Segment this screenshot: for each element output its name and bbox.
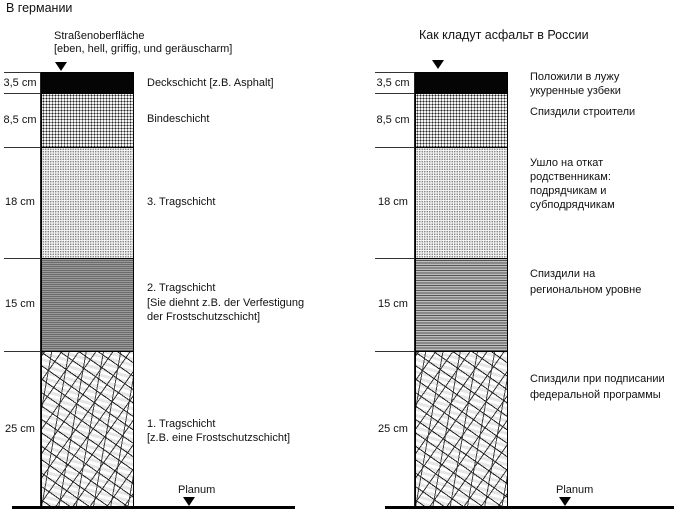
right-layer-label: федеральной программы — [530, 389, 661, 401]
left-thickness-5: 25 cm — [5, 423, 35, 435]
right-layer-4 — [415, 258, 508, 351]
left-layer-label: Deckschicht [z.B. Asphalt] — [147, 77, 274, 89]
left-layer-label: [z.B. eine Frostschutzschicht] — [147, 432, 291, 444]
right-layer-label: Спиздили на — [530, 268, 596, 280]
left-planum-label: Planum — [178, 484, 216, 496]
right-scale-tick — [375, 351, 414, 352]
right-title: Как кладут асфальт в России — [419, 28, 589, 42]
left-thickness-2: 8,5 cm — [3, 114, 37, 126]
left-layer-label: [Sie diehnt z.B. der Verfestigung — [147, 297, 305, 309]
right-layer-label: Спиздили строители — [530, 106, 636, 118]
left-layer-label: 3. Tragschicht — [147, 196, 216, 208]
right-thickness-5: 25 cm — [378, 423, 408, 435]
right-thickness-2: 8,5 cm — [376, 114, 410, 126]
right-thickness-3: 18 cm — [378, 196, 408, 208]
left-surface-arrow-icon — [55, 62, 67, 71]
right-ground-line — [385, 506, 674, 509]
left-layer-label: Bindeschicht — [147, 113, 210, 125]
right-scale-tick — [375, 93, 414, 94]
left-surface-label-line2: [eben, hell, griffig, und geräuscharm] — [54, 43, 233, 55]
left-layer-bindeschicht — [41, 93, 134, 147]
right-scale-tick — [375, 72, 414, 73]
right-layer-1 — [415, 72, 508, 93]
right-planum-arrow-icon — [559, 497, 571, 506]
right-layer-label: укуренные узбеки — [530, 85, 621, 97]
left-planum-arrow-icon — [183, 497, 195, 506]
left-scale-tick — [4, 93, 40, 94]
left-layer-deckschicht — [41, 72, 134, 93]
right-layer-label: субподрядчикам — [530, 199, 615, 211]
left-layer-label: 2. Tragschicht — [147, 282, 216, 294]
right-layer-label: родственникам: — [530, 171, 611, 183]
left-layer-label: der Frostschutzschicht] — [147, 311, 261, 323]
right-layer-label: Ушло на откат — [530, 157, 604, 169]
left-ground-line — [12, 506, 295, 509]
left-thickness-4: 15 cm — [5, 298, 35, 310]
left-scale-tick — [4, 258, 40, 259]
left-scale-tick — [4, 147, 40, 148]
left-scale-tick — [4, 351, 40, 352]
left-layer-tragschicht-3 — [41, 147, 134, 258]
right-scale-tick — [375, 258, 414, 259]
left-layer-tragschicht-1 — [41, 351, 134, 507]
right-planum-label: Planum — [556, 484, 594, 496]
right-layer-3 — [415, 147, 508, 258]
left-layer-label: 1. Tragschicht — [147, 418, 216, 430]
right-layer-2 — [415, 93, 508, 147]
right-layer-5 — [415, 351, 508, 507]
right-surface-arrow-icon — [432, 60, 444, 69]
right-layer-label: Спиздили при подписании — [530, 373, 665, 385]
right-scale-tick — [375, 147, 414, 148]
right-thickness-1: 3,5 cm — [376, 77, 410, 89]
left-surface-label-line1: Straßenoberfläche — [54, 30, 145, 42]
left-scale-tick — [4, 72, 40, 73]
left-thickness-1: 3,5 cm — [3, 77, 37, 89]
right-layer-label: региональном уровне — [530, 284, 642, 296]
left-thickness-3: 18 cm — [5, 196, 35, 208]
left-layer-tragschicht-2 — [41, 258, 134, 351]
right-layer-label: подрядчикам и — [530, 185, 607, 197]
left-title: В германии — [6, 1, 73, 15]
right-layer-label: Положили в лужу — [530, 71, 620, 83]
right-thickness-4: 15 cm — [378, 298, 408, 310]
